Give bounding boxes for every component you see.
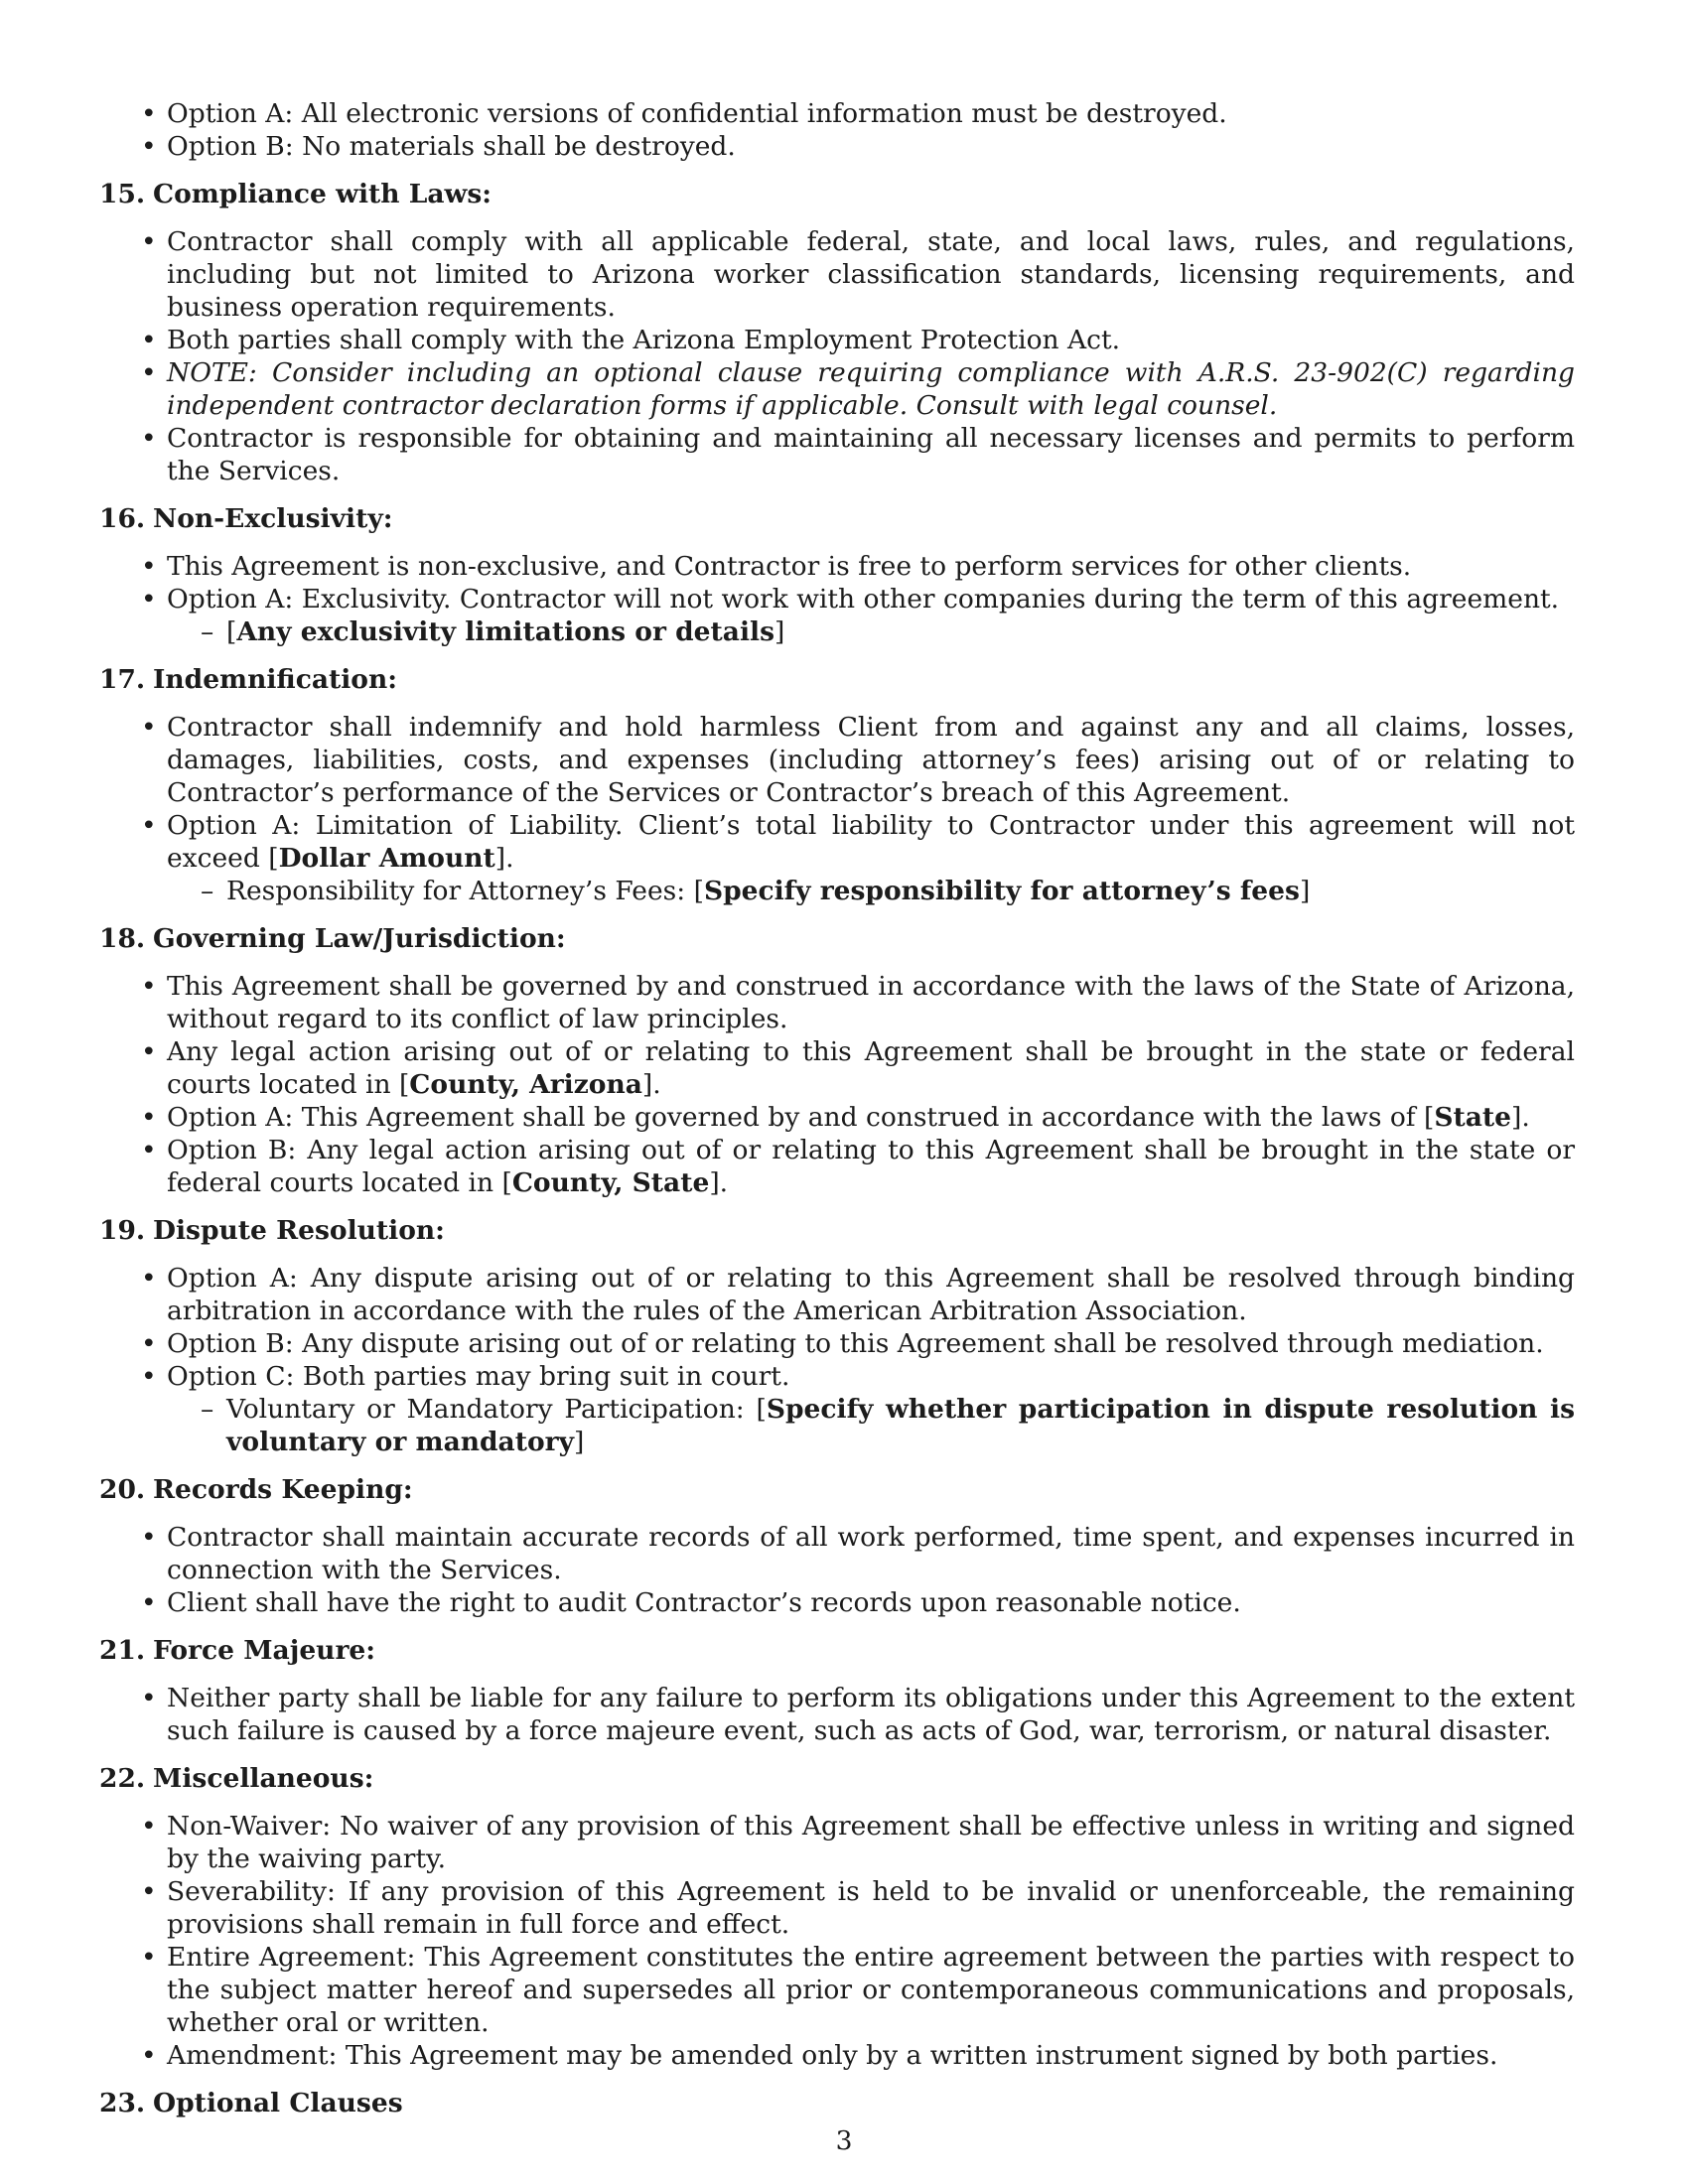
- list-item: • Client shall have the right to audit Contractor’s records upon reasonable notice.: [99, 1586, 1575, 1619]
- section-number: 23.: [99, 2088, 146, 2118]
- placeholder-field: Specify responsibility for attorney’s fees: [703, 876, 1300, 906]
- list-item: • Severability: If any provision of this Agreement is held to be invalid or unenforceable, the remaining provisions shall remain in full force and effect.: [99, 1875, 1575, 1941]
- list-item: • Option A: Any dispute arising out of or relating to this Agreement shall be resolved through binding arbitration in accordance with the rules of the American Arbitration Association.: [99, 1262, 1575, 1327]
- section: [99, 2087, 1575, 2119]
- list-item: • Contractor shall maintain accurate records of all work performed, time spent, and expenses incurred in connection with the Services.: [99, 1521, 1575, 1586]
- section-title: Miscellaneous:: [153, 1763, 374, 1794]
- placeholder-field: Any exclusivity limitations or details: [236, 616, 775, 647]
- list-item: • Option A: Exclusivity. Contractor will not work with other companies during the term of this agreement.: [99, 583, 1575, 615]
- section-items: [99, 1810, 1575, 2072]
- placeholder-field: County, State: [511, 1167, 710, 1198]
- list-item: • Contractor shall indemnify and hold harmless Client from and against any and all claims, losses, damages, liabilities, costs, and expenses (including attorney’s fees) arising out of or relating to Contractor’s performance of the Services or Contractor’s breach of this Agreement.: [99, 711, 1575, 809]
- list-item: • Neither party shall be liable for any failure to perform its obligations under this Agreement to the extent such failure is caused by a force majeure event, such as acts of God, war, terrorism, or natural disaster.: [99, 1682, 1575, 1747]
- list-item: • Amendment: This Agreement may be amended only by a written instrument signed by both parties.: [99, 2039, 1575, 2072]
- section: [99, 663, 1575, 907]
- text-run: ].: [709, 1167, 729, 1198]
- text-run: Responsibility for Attorney’s Fees: [: [226, 876, 704, 906]
- intro-list: [99, 97, 1575, 163]
- list-item: • Non-Waiver: No waiver of any provision of this Agreement shall be effective unless in writing and signed by the waiving party.: [99, 1810, 1575, 1875]
- section-number: 21.: [99, 1635, 146, 1666]
- list-item: • Option B: Any dispute arising out of or relating to this Agreement shall be resolved through mediation.: [99, 1327, 1575, 1360]
- text-run: ]: [574, 1427, 585, 1457]
- section: [99, 1762, 1575, 2072]
- sections-container: [99, 178, 1575, 2119]
- section-items: [99, 711, 1575, 907]
- section-title: Records Keeping:: [153, 1474, 413, 1505]
- text-run: Any legal action arising out of or relating to this Agreement shall be brought in the state or federal courts located in [: [167, 1036, 1575, 1100]
- section-number: 22.: [99, 1763, 146, 1794]
- section-number: 20.: [99, 1474, 146, 1505]
- section-items: [99, 225, 1575, 487]
- sub-list-item: [99, 1393, 1575, 1458]
- text-run: ].: [641, 1069, 661, 1100]
- placeholder-field: County, Arizona: [409, 1069, 642, 1100]
- section-items: [99, 550, 1575, 648]
- list-item: [99, 1035, 1575, 1101]
- section-number: 18.: [99, 923, 146, 954]
- text-run: Option B: Any legal action arising out of or relating to this Agreement shall be brought in the state or federal courts located in [: [167, 1135, 1575, 1198]
- list-item: • Both parties shall comply with the Arizona Employment Protection Act.: [99, 324, 1575, 356]
- section: [99, 178, 1575, 487]
- section-items: [99, 1262, 1575, 1458]
- section-number: 15.: [99, 179, 146, 209]
- list-item: • Option A: All electronic versions of confidential information must be destroyed.: [99, 97, 1575, 130]
- section-title: Dispute Resolution:: [153, 1215, 445, 1246]
- section-title: Non-Exclusivity:: [153, 503, 393, 534]
- section-number: 17.: [99, 664, 146, 695]
- placeholder-field: Dollar Amount: [278, 843, 495, 874]
- section-items: [99, 1682, 1575, 1747]
- section-heading: [99, 178, 1575, 210]
- document-page: [99, 97, 1575, 2134]
- section-title: Force Majeure:: [153, 1635, 376, 1666]
- section: [99, 1473, 1575, 1619]
- placeholder-field: State: [1434, 1102, 1512, 1133]
- section-heading: [99, 663, 1575, 696]
- placeholder-field: Specify whether participation in dispute resolution is voluntary or mandatory: [226, 1394, 1575, 1457]
- list-item: • Contractor is responsible for obtaining and maintaining all necessary licenses and permits to perform the Services.: [99, 422, 1575, 487]
- section: [99, 1214, 1575, 1458]
- section-title: Governing Law/Jurisdiction:: [153, 923, 566, 954]
- list-item: [99, 1134, 1575, 1199]
- section: [99, 1634, 1575, 1747]
- list-item: • Option B: No materials shall be destroyed.: [99, 130, 1575, 163]
- section-items: [99, 1521, 1575, 1619]
- text-run: ].: [1511, 1102, 1530, 1133]
- section: [99, 922, 1575, 1199]
- list-item: • Contractor shall comply with all applicable federal, state, and local laws, rules, and regulations, including but not limited to Arizona worker classification standards, licensing requirements, and business operation requirements.: [99, 225, 1575, 324]
- list-item: • This Agreement is non-exclusive, and Contractor is free to perform services for other clients.: [99, 550, 1575, 583]
- list-item: • Entire Agreement: This Agreement constitutes the entire agreement between the parties with respect to the subject matter hereof and supersedes all prior or contemporaneous communications and proposals, whether oral or written.: [99, 1941, 1575, 2039]
- section-number: 19.: [99, 1215, 146, 1246]
- text-run: Option A: This Agreement shall be governed by and construed in accordance with the laws of [: [167, 1102, 1435, 1133]
- list-item: • This Agreement shall be governed by and construed in accordance with the laws of the State of Arizona, without regard to its conflict of law principles.: [99, 970, 1575, 1035]
- section-title: Compliance with Laws:: [153, 179, 492, 209]
- section-title: Optional Clauses: [153, 2088, 403, 2118]
- section-heading: [99, 922, 1575, 955]
- list-item: • Option C: Both parties may bring suit in court.: [99, 1360, 1575, 1393]
- list-item: [99, 809, 1575, 875]
- section-heading: [99, 2087, 1575, 2119]
- text-run: [: [226, 616, 237, 647]
- section-heading: [99, 1762, 1575, 1795]
- section-number: 16.: [99, 503, 146, 534]
- sub-list-item: [99, 875, 1575, 907]
- section-heading: [99, 502, 1575, 535]
- text-run: Option A: Limitation of Liability. Client’s total liability to Contractor under this agreement will not exceed [: [167, 810, 1575, 874]
- section-heading: [99, 1473, 1575, 1506]
- page-number: 3: [835, 2125, 853, 2156]
- list-item: • NOTE: Consider including an optional clause requiring compliance with A.R.S. 23-902(C) regarding independent contractor declaration forms if applicable. Consult with legal counsel.: [99, 356, 1575, 422]
- text-run: Voluntary or Mandatory Participation: [: [226, 1394, 767, 1425]
- section-items: [99, 970, 1575, 1199]
- section-title: Indemnification:: [153, 664, 398, 695]
- text-run: ]: [1299, 876, 1311, 906]
- section-heading: [99, 1634, 1575, 1667]
- list-item: [99, 1101, 1575, 1134]
- text-run: ]: [774, 616, 785, 647]
- section-heading: [99, 1214, 1575, 1247]
- section: [99, 502, 1575, 648]
- text-run: ].: [494, 843, 514, 874]
- sub-list-item: [99, 615, 1575, 648]
